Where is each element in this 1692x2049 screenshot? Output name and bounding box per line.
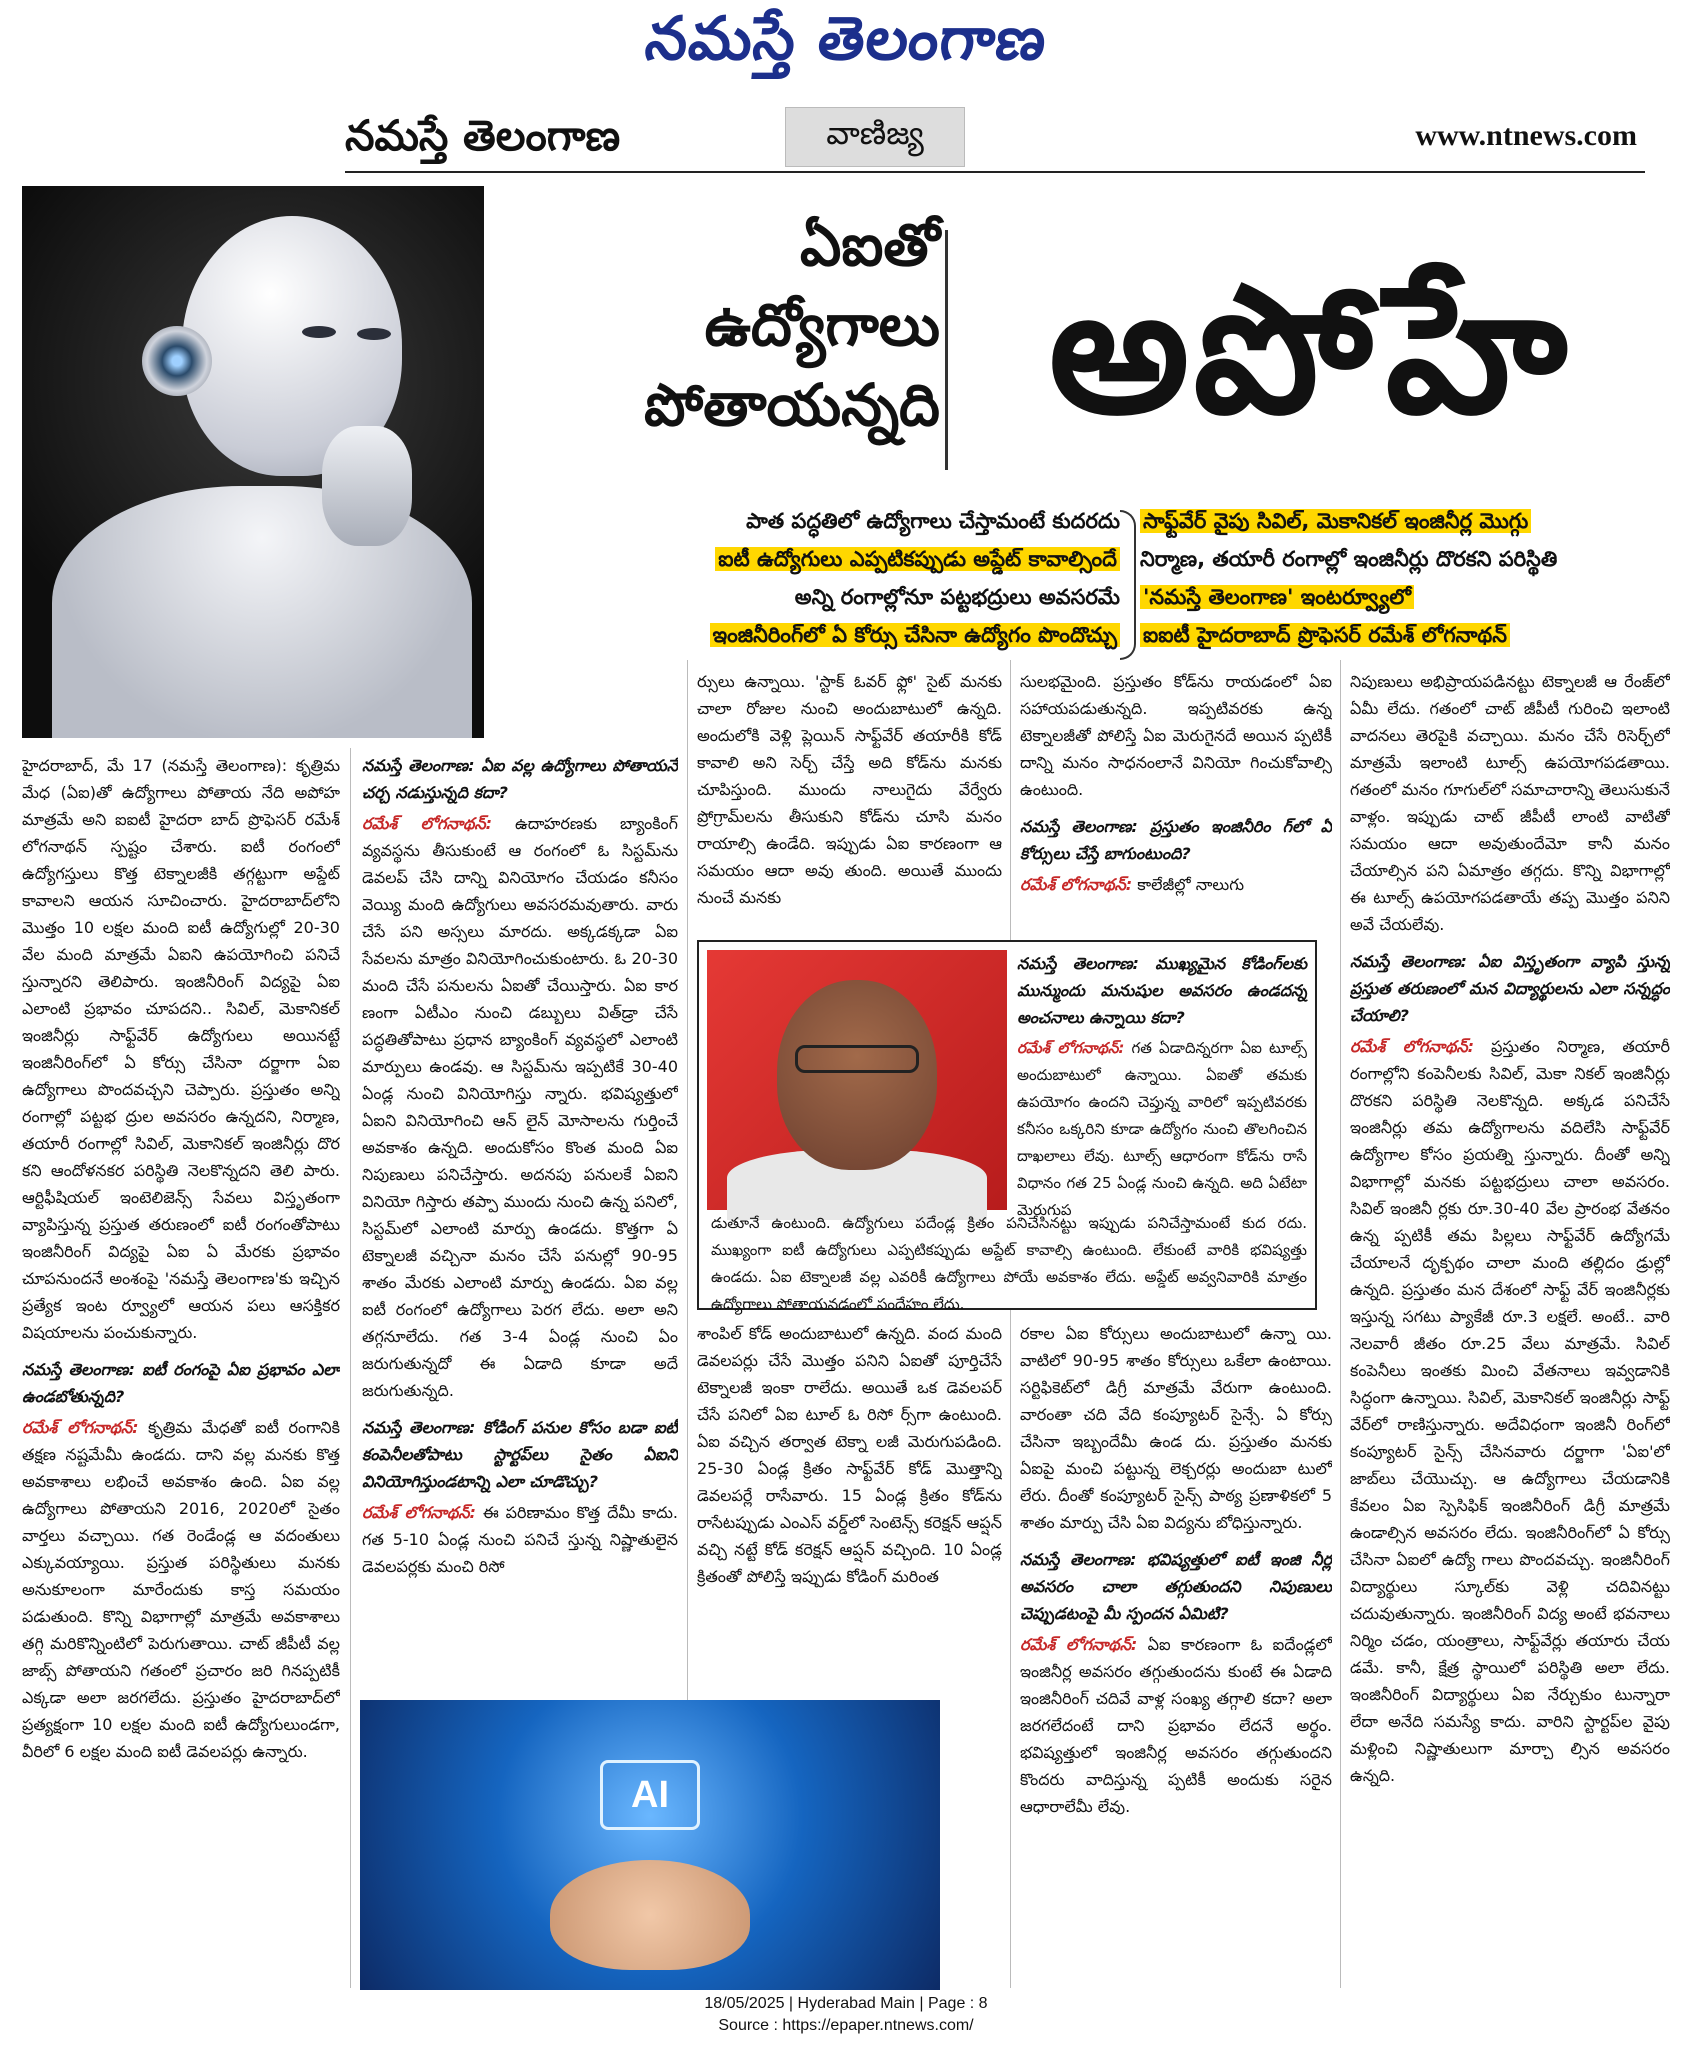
hand-icon [550, 1860, 750, 1970]
robot-eye [357, 328, 391, 340]
question: నమస్తే తెలంగాణ: ఏఐ వల్ల ఉద్యోగాలు పోతాయనే చర్చ నడుస్తున్నది కదా? [362, 756, 678, 802]
article-column-3-bottom [697, 1320, 1002, 1690]
article-column-2 [362, 752, 678, 1692]
interview-box-text [1017, 950, 1307, 1224]
interview-box-text-bottom: డుతూనే ఉంటుంది. ఉద్యోగులు పదేండ్ల క్రితం పనిచేసినట్టు ఇప్పుడు పనిచేస్తామంటే కుద రదు. ముఖ్యంగా ఐటీ ఉద్యోగులు ఎప్పటికప్పుడు అప్డేట్ కావాల్సి ఉంటుంది. లేకుంటే వారికి భవిష్యత్తు ఉండదు. ఏఐ టెక్నాలజీ వల్ల ఎవరికీ ఉద్యోగాలు పోయే అవకాశం లేదు. అప్డేట్ అవ్వనివారికి మాత్రం ఉద్యోగాలు పోతాయనడంలో సందేహం లేదు. [711, 1214, 1307, 1313]
robot-body [52, 486, 472, 738]
article-text: నిపుణులు అభిప్రాయపడినట్టు టెక్నాలజీ ఆ రేంజ్‌లో ఏమీ లేదు. గతంలో చాట్ జీపీటీ గురించి ఇలాంటి వాదనలు తెరపైకి వచ్చాయి. మనం చేసే రిసెర్చ్‌లో మాత్రమే ఇలాంటి టూల్స్ ఉపయోగపడతాయి. గతంలో మనం గూగుల్‌లో సమాచారాన్ని తెలుసుకునే వాళ్లం. ఇప్పుడు చాట్ జీపీటీ లాంటి వాటితో సమయం ఆదా అవుతుందేమో కానీ మనం చేయాల్సిన పని ఏమాత్రం తగ్గదు. కొన్ని విభాగాల్లో ఈ టూల్స్ ఉపయోగపడతాయే తప్ప మొత్తం పనిని అవే చేయలేవు. [1350, 672, 1670, 934]
page-footer [0, 1993, 1692, 2037]
article-column-4-bottom [1020, 1320, 1332, 1988]
deck-line: పాత పద్ధతిలో ఉద్యోగాలు చేస్తామంటే కుదరదు [746, 509, 1120, 533]
interview-box [697, 940, 1317, 1313]
answer-speaker: రమేశ్ లోగనాథన్: [1020, 1635, 1138, 1654]
deck-line: 'నమస్తే తెలంగాణ' ఇంటర్వ్యూలో [1140, 578, 1660, 616]
article-text: శాంపిల్ కోడ్ అందుబాటులో ఉన్నది. వంద మంది డెవలపర్లు చేసే మొత్తం పనిని ఏఐతో పూర్తిచేసే టెక్నాలజీ ఇంకా రాలేదు. అయితే ఒక డెవలపర్ చేసే పనిలో ఏఐ టూల్ ఓ రిసో ర్స్‌గా ఉంటుంది. ఏఐ వచ్చిన తర్వాత టెక్నా లజీ మెరుగుపడింది. 25-30 ఏండ్ల క్రితం సాఫ్ట్‌వేర్ కోడ్ మొత్తాన్ని డెవలపర్లే రాసేవారు. 15 ఏండ్ల క్రితం కోడ్‌ను రాసేటప్పుడు ఎంఎస్ వర్డ్‌లో సెంటెన్స్ కరెక్షన్ ఆప్షన్ వచ్చి నట్టే కోడ్ కరెక్షన్ ఆప్షన్ వచ్చింది. 10 ఏండ్ల క్రితంతో పోలిస్తే ఇప్పుడు కోడింగ్ మరింత [697, 1324, 1002, 1586]
headline-line: ఏఐతో [799, 211, 940, 279]
deck-line: ఇంజినీరింగ్‌లో ఏ కోర్సు చేసినా ఉద్యోగం పొందొచ్చు [640, 616, 1120, 654]
headline-line: ఉద్యోగాలు [704, 291, 940, 359]
article-column-3-top [697, 668, 1002, 933]
article-text: ర్సులు ఉన్నాయి. 'స్టాక్ ఓవర్ ఫ్లో' సైట్ మనకు చాలా రోజుల నుంచి అందుబాటులో ఉన్నది. అందులోకి వెళ్లి ప్లెయిన్ సాఫ్ట్‌వేర్ తయారీకి కోడ్ కావాలి అని సెర్చ్ చేస్తే అది కోడ్‌ను మనకు చూపిస్తుంది. ముందు నాలుగైదు వేర్వేరు ప్రోగ్రామ్‌లను తీసుకుని కోడ్‌ను చూసి మనం రాయాల్సి ఉండేది. ఇప్పుడు ఏఐ కారణంగా ఆ సమయం ఆదా అవు తుంది. అయితే ముందు నుంచే మనకు [697, 672, 1002, 907]
answer: రమేశ్ లోగనాథన్: ఈ పరిణామం కొత్త దేమీ కాదు. గత 5-10 ఏండ్ల నుంచి పనిచే స్తున్న నిష్ణాతులైన డెవలపర్లకు మంచి రిసో [362, 1503, 678, 1576]
headline-divider [945, 230, 948, 470]
headline-line: పోతాయన్నది [644, 371, 940, 439]
ai-chip-icon: AI [600, 1760, 700, 1830]
ai-illustration [360, 1700, 940, 1990]
column-rule [350, 748, 351, 1988]
headline-lead [600, 205, 940, 445]
question: నమస్తే తెలంగాణ: భవిష్యత్తులో ఐటీ ఇంజి నీర్ల అవసరం చాలా తగ్గుతుందని నిపుణులు చెప్పుడటంపై మీ స్పందన ఏమిటి? [1020, 1550, 1332, 1623]
professor-photo [707, 950, 1007, 1210]
article-column-5 [1350, 668, 1670, 1988]
answer-speaker: రమేశ్ లోగనాథన్: [22, 1418, 139, 1437]
person-face [777, 980, 937, 1170]
answer: రమేశ్ లోగనాథన్: కాలేజీల్లో నాలుగు [1020, 875, 1245, 894]
answer-speaker: రమేశ్ లోగనాథన్: [1017, 1039, 1125, 1057]
answer: గత ఏడాదిన్నరగా ఏఐ టూల్స్ అందుబాటులో ఉన్నాయి. ఏఐతో తమకు ఉపయోగం ఉందని చెప్తున్న వారిలో ఇప్పటివరకు కనీసం ఒక్కరిని కూడా ఉద్యోగం నుంచి తొలగించిన దాఖలాలు లేవు. టూల్స్ ఆధారంగా కోడ్‌ను రాసే విధానం గత 25 ఏండ్ల నుంచి ఉన్నది. అది ఏటేటా మెరుగుప [1017, 1039, 1307, 1219]
masthead-logo: నమస్తే తెలంగాణ [642, 4, 1051, 74]
answer: రమేశ్ లోగనాథన్: ప్రస్తుతం నిర్మాణ, తయారీ రంగాల్లోని కంపెనీలకు సివిల్, మెకా నికల్ ఇంజినీర్లు దొరకని పరిస్థితి నెలకొన్నది. అక్కడ పనిచేసే ఇంజినీర్లు తమ ఉద్యోగాలను వదిలేసి సాఫ్ట్‌వేర్ ఉద్యోగాల కోసం ప్రయత్ని స్తున్నారు. దీంతో అన్ని విభాగాల్లో మనకు పట్టభద్రులు చాలా అవసరం. సివిల్ ఇంజినీ ర్లకు రూ.30-40 వేల ప్రారంభ వేతనం ఉన్న ప్పటికీ తమ పిల్లలు సాఫ్ట్‌వేర్ ఉద్యోగమే చేయాలనే దృక్పథం చాలా మంది తల్లిదం డ్రుల్లో ఉన్నది. ప్రస్తుతం మన దేశంలో సాఫ్ట్ వేర్ ఇంజినీర్లకు ఇస్తున్న సగటు ప్యాకేజీ రూ.3 లక్షలే. అంటే.. వారి నెలవారీ జీతం రూ.25 వేలు మాత్రమే. సివిల్ కంపెనీలు ఇంతకు మించి వేతనాలు ఇవ్వడానికి సిద్ధంగా ఉన్నాయి. సివిల్, మెకానికల్ ఇంజినీర్లు సాఫ్ట్ వేర్‌లో రాణిస్తున్నారు. అదేవిధంగా ఇంజినీ రింగ్‌లో కంప్యూటర్ సైన్స్ చేసినవారు దర్జాగా 'ఏఐ'లో జాబ్‌లు చేయొచ్చు. ఆ ఉద్యోగాలు చేయడానికి కేవలం ఏఐ స్పెసిఫిక్ ఇంజినీరింగ్ డిగ్రీ మాత్రమే ఉండాల్సిన అవసరం లేదు. ఇంజినీరింగ్‌లో ఏ కోర్సు చేసినా ఏఐలో ఉద్యో గాలు పొందవచ్చు. ఇంజినీరింగ్ విద్యార్థులు స్కూల్‌కు వెళ్లి చదివినట్టు చదువుతున్నారు. ఇంజినీరింగ్ విద్య అంటే భవనాలు నిర్మిం చడం, యంత్రాలు, సాఫ్ట్‌వేర్లు తయారు చేయ డమే. కానీ, క్షేత్ర స్థాయిలో పరిస్థితి అలా లేదు. ఇంజినీరింగ్ విద్యార్థులు ఏఐ నేర్చుకుం టున్నారా లేదా అనేది సమస్యే కాదు. వారిని స్టార్టప్‌ల వైపు మళ్లించి నిష్ణాతులుగా మార్చా ల్సిన అవసరం ఉన్నది. [1350, 1037, 1670, 1785]
question: నమస్తే తెలంగాణ: ఏఐ విస్తృతంగా వ్యాపి స్తున్న ప్రస్తుత తరుణంలో మన విద్యార్థులను ఎలా సన్నద్ధం చేయాలి? [1350, 952, 1670, 1025]
article-intro: హైదరాబాద్, మే 17 (నమస్తే తెలంగాణ): కృత్రిమ మేధ (ఏఐ)తో ఉద్యోగాలు పోతాయ నేది అపోహ మాత్రమే అని ఐఐటీ హైదరా బాద్ ప్రొఫెసర్ రమేశ్ లోగనాథన్ స్పష్టం చేశారు. ఐటీ రంగంలో ఉద్యోగస్తులు కొత్త టెక్నాలజీకి తగ్గట్టుగా అప్డేట్ కావాలని ఆయన సూచించారు. హైదరాబాద్‌లోని మొత్తం 10 లక్షల మంది ఐటీ ఉద్యోగుల్లో 20-30 వేల మంది మాత్రమే ఏఐని ఉపయోగించి పనిచే స్తున్నారని తెలిపారు. ఇంజినీరింగ్ విద్యపై ఏఐ ఎలాంటి ప్రభావం చూపదని.. సివిల్, మెకానికల్ ఇంజినీర్లు సాఫ్ట్‌వేర్ ఉద్యోగులు అయినట్టే ఇంజినీరింగ్‌లో ఏ కోర్సు చేసినా దర్జాగా ఏఐ ఉద్యోగాలు పొందవచ్చని చెప్పారు. ప్రస్తుతం అన్ని రంగాల్లో పట్టభ ద్రుల అవసరం ఉన్నదని, నిర్మాణ, తయారీ రంగాల్లో సివిల్, మెకానికల్ ఇంజినీర్లు దొర కని ఆందోళనకర పరిస్థితి నెలకొన్నదని తెలి పారు. ఆర్టిఫీషియల్ ఇంటెలిజెన్స్ సేవలు విస్తృతంగా వ్యాపిస్తున్న ప్రస్తుత తరుణంలో ఐటీ రంగంతోపాటు ఇంజినీరింగ్ విద్యపై ఏఐ ఏ మేరకు ప్రభావం చూపనుందనే అంశంపై 'నమస్తే తెలంగాణ'కు ఇచ్చిన ప్రత్యేక ఇంట ర్వ్యూలో ఆయన పలు ఆసక్తికర విషయాలను పంచుకున్నారు. [22, 756, 340, 1342]
answer-speaker: రమేశ్ లోగనాథన్: [1020, 875, 1133, 894]
answer: రమేశ్ లోగనాథన్: ఏఐ కారణంగా ఓ ఐదేండ్లలో ఇంజినీర్ల అవసరం తగ్గుతుందను కుంటే ఈ ఏడాది ఇంజినీరింగ్ చదివే వాళ్ల సంఖ్య తగ్గాలి కదా? అలా జరగలేదంటే దాని ప్రభావం లేదనే అర్థం. భవిష్యత్తులో ఇంజినీర్ల అవసరం తగ్గుతుందని కొందరు వాదిస్తున్న ప్పటికీ అందుకు సరైన ఆధారాలేమీ లేవు. [1020, 1635, 1332, 1816]
question: నమస్తే తెలంగాణ: ఐటీ రంగంపై ఏఐ ప్రభావం ఎలా ఉండబోతున్నది? [22, 1360, 340, 1406]
answer-speaker: రమేశ్ లోగనాథన్: [362, 1503, 476, 1522]
deck-line: ఐఐటీ హైదరాబాద్ ప్రొఫెసర్ రమేశ్ లోగనాథన్ [1140, 616, 1660, 654]
answer-speaker: రమేశ్ లోగనాథన్: [362, 814, 492, 833]
answer: రమేశ్ లోగనాథన్: కృత్రిమ మేధతో ఐటీ రంగానికి తక్షణ నష్టమేమీ ఉండదు. దాని వల్ల మనకు కొత్త అవకాశాలు లభించే అవకాశం ఉంది. ఏఐ వల్ల ఉద్యోగాలు పోతాయని 2016, 2020లో సైతం వార్తలు వచ్చాయి. గత రెండేండ్ల ఆ వదంతులు ఎక్కువయ్యాయి. ప్రస్తుత పరిస్థితులు మనకు అనుకూలంగా మారేందుకు కాస్త సమయం పడుతుంది. కొన్ని విభాగాల్లో మాత్రమే అవకాశాలు తగ్గి మరికొన్నింటిలో పెరుగుతాయి. చాట్ జీపీటీ వల్ల జాబ్స్ పోతాయని గతంలో ప్రచారం జరి గినప్పటికీ ఎక్కడా అలా జరగలేదు. ప్రస్తుతం హైదరాబాద్‌లో ప్రత్యక్షంగా 10 లక్షల మంది ఐటీ ఉద్యోగులుండగా, వీరిలో 6 లక్షల మంది ఐటీ డెవలపర్లు ఉన్నారు. [22, 1418, 340, 1761]
paper-name: నమస్తే తెలంగాణ [345, 111, 621, 160]
question: నమస్తే తెలంగాణ: ముఖ్యమైన కోడింగ్‌లకు మున్ముందు మనుషుల అవసరం ఉండదన్న అంచనాలు ఉన్నాయి కదా? [1017, 954, 1307, 1027]
column-rule [1340, 660, 1341, 1988]
masthead [0, 0, 1692, 92]
answer-speaker: రమేశ్ లోగనాథన్: [1350, 1037, 1475, 1056]
answer: రమేశ్ లోగనాథన్: ఉదాహరణకు బ్యాంకింగ్ వ్యవస్థను తీసుకుంటే ఆ రంగంలో ఓ సిస్టమ్‌ను డెవలప్ చేసి దాన్ని వినియోగం చేయడం కనీసం వెయ్యి మంది ఉద్యోగులు అవసరమవుతారు. వారు చేసే పని అస్సలు మారదు. అక్కడక్కడా ఏఐ సేవలను మాత్రం వినియోగించుకుంటారు. ఓ 20-30 మంది చేసే పనులను ఏఐతో చేయిస్తారు. ఏఐ కార ణంగా ఏటీఎం నుంచి డబ్బులు విత్‌డ్రా చేసే పద్ధతితోపాటు ప్రధాన బ్యాంకింగ్ వ్యవస్థలో ఎలాంటి మార్పులు ఉండవు. ఆ సిస్టమ్‌ను ఇప్పటికే 30-40 ఏండ్ల నుంచి వినియోగిస్తు న్నారు. భవిష్యత్తులో ఏఐని వినియోగించి ఆన్ లైన్ మోసాలను గుర్తించే అవకాశం ఉన్నది. అందుకోసం కొంత మంది ఏఐ నిపుణులు పనిచేస్తారు. అదనపు పనులకే ఏఐని వినియో గిస్తారు తప్పా ముందు నుంచి ఉన్న పనిలో, సిస్టమ్‌లో ఎలాంటి మార్పు ఉండదు. కొత్తగా ఏ టెక్నాలజీ వచ్చినా మనం చేసే పనుల్లో 90-95 శాతం మేరకు ఎలాంటి మార్పు ఉండదు. ఏఐ వల్ల ఐటీ రంగంలో ఉద్యోగాలు పెరగ లేదు. అలా అని తగ్గనూలేదు. గత 3-4 ఏండ్ల నుంచి ఏం జరుగుతున్నదో ఈ ఏడాది కూడా అదే జరుగుతున్నది. [362, 814, 678, 1400]
deck-line: అన్ని రంగాల్లోనూ పట్టభద్రులు అవసరమే [794, 585, 1120, 609]
glasses-icon [795, 1045, 919, 1073]
deck-right [1140, 502, 1660, 654]
question: నమస్తే తెలంగాణ: కోడింగ్ పనుల కోసం బడా ఐటీ కంపెనీలతోపాటు స్టార్టప్‌లు సైతం ఏఐని వినియోగిస్తుండటాన్ని ఎలా చూడొచ్చు? [362, 1418, 678, 1491]
deck-left [640, 502, 1120, 654]
deck-line: నిర్మాణ, తయారీ రంగాల్లో ఇంజినీర్లు దొరకని పరిస్థితి [1140, 547, 1558, 571]
deck-brace [1120, 510, 1136, 660]
article-text: సులభమైంది. ప్రస్తుతం కోడ్‌ను రాయడంలో ఏఐ సహాయపడుతున్నది. ఇప్పటివరకు ఉన్న టెక్నాలజీతో పోలిస్తే ఏఐ మెరుగైనదే అయిన ప్పటికీ దాన్ని మనం సాధనంలానే వినియో గించుకోవాల్సి ఉంటుంది. [1020, 672, 1332, 799]
robot-photo [22, 186, 484, 738]
column-rule [1010, 660, 1011, 1988]
robot-eye [302, 326, 336, 338]
deck-line: సాఫ్ట్‌వేర్ వైపు సివిల్, మెకానికల్ ఇంజినీర్ల మొగ్గు [1140, 502, 1660, 540]
question: నమస్తే తెలంగాణ: ప్రస్తుతం ఇంజినీరిం గ్‌లో ఏ కోర్సులు చేస్తే బాగుంటుంది? [1020, 817, 1332, 863]
robot-hand [322, 426, 412, 546]
section-header [345, 105, 1645, 173]
footer-source-line[interactable]: Source : https://epaper.ntnews.com/ [718, 2017, 974, 2034]
deck-line: ఐటీ ఉద్యోగులు ఎప్పటికప్పుడు అప్డేట్ కావాల్సిందే [640, 540, 1120, 578]
article-column-1 [22, 752, 340, 1988]
robot-ear [142, 326, 212, 396]
section-tag: వాణిజ్య [785, 107, 965, 167]
footer-date-line: 18/05/2025 | Hyderabad Main | Page : 8 [704, 1995, 988, 2012]
headline-main: అపోహే [1048, 246, 1572, 453]
article-column-4-top [1020, 668, 1332, 933]
website-link[interactable]: www.ntnews.com [1415, 119, 1637, 152]
article-text: రకాల ఏఐ కోర్సులు అందుబాటులో ఉన్నా యి. వాటిలో 90-95 శాతం కోర్సులు ఒకేలా ఉంటాయి. సర్టిఫికెట్‌లో డిగ్రీ మాత్రమే వేరుగా ఉంటుంది. వారంతా చది వేది కంప్యూటర్ సైన్సే. ఏ కోర్సు చేసినా ఇబ్బందేమీ ఉండ దు. ప్రస్తుతం మనకు ఏఐపై మంచి పట్టున్న లెక్చరర్లు అందుబా టులో లేరు. దీంతో కంప్యూటర్ సైన్స్ పాఠ్య ప్రణాళికలో 5 శాతం మార్పు చేసి ఏఐ విద్యను బోధిస్తున్నారు. [1020, 1324, 1332, 1532]
